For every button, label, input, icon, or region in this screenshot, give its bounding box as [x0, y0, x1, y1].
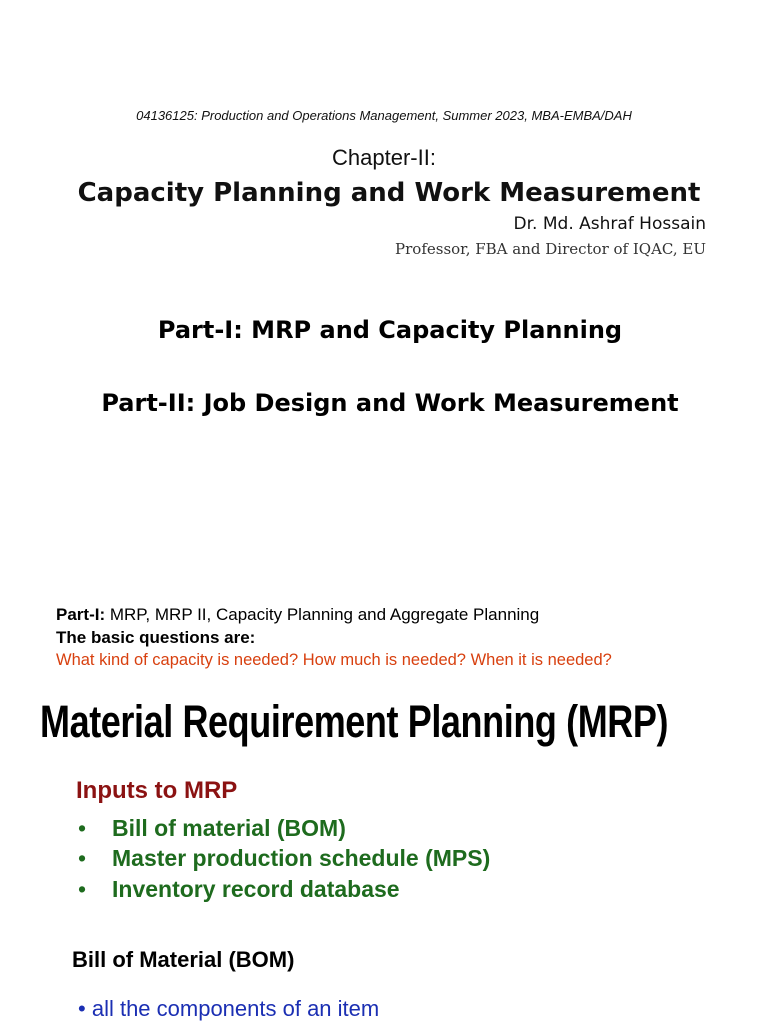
basic-questions-label: The basic questions are: [56, 628, 256, 647]
chapter-label: Chapter-II: [332, 145, 436, 170]
list-item [78, 845, 490, 872]
list-item [78, 815, 346, 842]
part-one-heading: Part-I: MRP and Capacity Planning [157, 316, 623, 344]
bullet-icon: • [78, 876, 87, 902]
bullet-icon: • [78, 996, 86, 1021]
part-one-intro-text: MRP, MRP II, Capacity Planning and Aggregate Planning [105, 605, 540, 624]
part-two-heading: Part-II: Job Design and Work Measurement [101, 389, 679, 417]
inputs-heading: Inputs to MRP [76, 777, 238, 804]
list-item-label: all the components of an item [91, 996, 380, 1021]
bullet-icon: • [78, 815, 87, 841]
author-name: Dr. Md. Ashraf Hossain [513, 214, 706, 234]
bom-heading: Bill of Material (BOM) [72, 947, 295, 972]
part-one-intro [56, 605, 539, 625]
list-item-label: Master production schedule (MPS) [112, 845, 491, 871]
list-item-label: Bill of material (BOM) [112, 815, 346, 841]
part-one-intro-label: Part-I: [56, 605, 106, 624]
basic-questions-text: What kind of capacity is needed? How much is needed? When it is needed? [56, 651, 612, 669]
list-item [78, 996, 379, 1022]
list-item [78, 876, 400, 903]
author-affiliation: Professor, FBA and Director of IQAC, EU [395, 240, 706, 258]
chapter-title: Capacity Planning and Work Measurement [77, 178, 701, 208]
course-line: 04136125: Production and Operations Management, Summer 2023, MBA-EMBA/DAH [136, 108, 632, 123]
mrp-heading: Material Requirement Planning (MRP) [40, 696, 669, 747]
bullet-icon: • [78, 845, 87, 871]
list-item-label: Inventory record database [112, 876, 400, 902]
